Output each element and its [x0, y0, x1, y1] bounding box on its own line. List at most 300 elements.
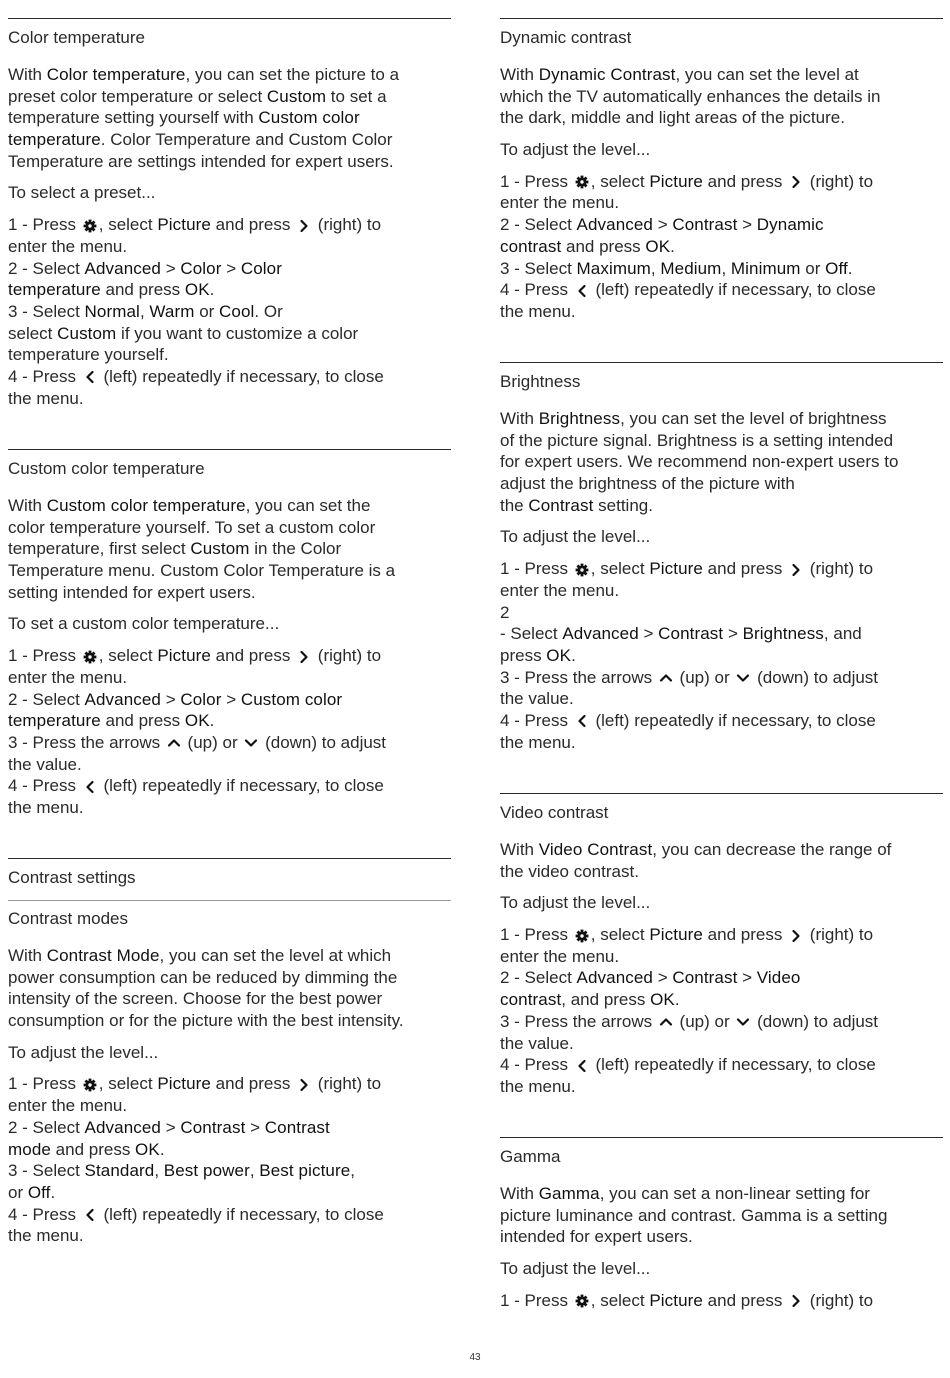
menu-term: Advanced: [84, 689, 161, 709]
text-run: 4 - Press: [8, 776, 81, 796]
menu-term: Advanced: [576, 215, 653, 235]
menu-term: Video: [756, 968, 801, 988]
text-run: >: [723, 624, 743, 644]
chevron-down-icon: [736, 671, 750, 685]
text-line: [8, 366, 451, 388]
menu-term: Off: [825, 258, 848, 278]
text-run: 3 - Press the arrows: [500, 667, 657, 687]
section-body: [500, 408, 943, 753]
text-run: setting intended for expert users.: [8, 582, 256, 602]
text-run: 2 - Select: [500, 215, 577, 235]
chevron-right-icon: [789, 929, 803, 943]
text-run: 4 - Press: [500, 280, 573, 300]
text-line: [500, 171, 943, 193]
menu-term: Contrast: [180, 1117, 246, 1137]
menu-term: Color: [180, 689, 222, 709]
menu-term: Color temperature: [46, 65, 186, 84]
text-line: [500, 839, 943, 861]
text-line: [500, 214, 943, 236]
chevron-right-icon: [789, 1294, 803, 1308]
gear-icon: [575, 929, 589, 943]
text-run: >: [221, 689, 241, 709]
text-line: [8, 582, 451, 604]
menu-term: Contrast: [672, 968, 738, 988]
section-body: [500, 839, 943, 1098]
text-run: (left) repeatedly if necessary, to close: [590, 1055, 876, 1075]
text-run: adjust the brightness of the picture with: [500, 474, 795, 494]
text-run: and press: [561, 236, 646, 256]
text-run: to set a: [326, 86, 387, 106]
text-run: (left) repeatedly if necessary, to close: [98, 776, 384, 796]
text-line: [500, 580, 943, 602]
text-run: .: [209, 280, 215, 300]
text-run: .: [159, 1139, 165, 1159]
text-run: or: [194, 301, 220, 321]
text-line: [500, 139, 943, 161]
text-line: [8, 182, 451, 204]
text-run: the video contrast.: [500, 861, 639, 881]
section-title: Dynamic contrast: [500, 28, 632, 47]
menu-term: Picture: [649, 171, 703, 191]
text-line: [500, 258, 943, 280]
menu-term: Minimum: [730, 258, 801, 278]
text-run: With: [8, 65, 47, 84]
text-line: [8, 1225, 451, 1247]
chevron-left-icon: [575, 1059, 589, 1073]
text-run: To adjust the level...: [500, 893, 651, 913]
text-line: [8, 754, 451, 776]
text-line: [8, 495, 451, 517]
menu-term: Contrast Mode: [46, 946, 160, 965]
text-line: [8, 1204, 451, 1226]
text-run: With: [500, 65, 539, 84]
text-run: >: [221, 258, 241, 278]
text-run: (right) to: [805, 559, 874, 579]
text-line: [8, 560, 451, 582]
text-run: enter the menu.: [8, 1096, 128, 1116]
text-run: and press: [50, 1139, 136, 1159]
text-line: [8, 1010, 451, 1032]
text-run: 4 - Press: [500, 1055, 573, 1075]
text-run: 4 - Press: [8, 1204, 81, 1224]
menu-term: Picture: [157, 646, 211, 666]
text-run: the menu.: [500, 301, 576, 321]
menu-term: Color: [180, 258, 222, 278]
text-run: To select a preset...: [8, 183, 156, 203]
text-run: (right) to: [805, 925, 874, 945]
menu-term: Custom color: [240, 689, 343, 709]
text-run: .: [847, 258, 853, 278]
text-line: [500, 710, 943, 732]
section-body: [500, 1183, 943, 1311]
text-line: [8, 1117, 451, 1139]
menu-term: OK: [184, 711, 210, 731]
text-run: , select: [98, 1074, 158, 1094]
text-line: [8, 945, 451, 967]
section-body: [8, 64, 451, 409]
text-run: enter the menu.: [8, 667, 128, 687]
text-line: [8, 689, 451, 711]
text-run: , select: [590, 171, 650, 191]
menu-term: Custom: [266, 86, 327, 106]
text-run: enter the menu.: [500, 580, 620, 600]
text-line: [500, 1290, 943, 1312]
page-number: 43: [469, 1352, 481, 1363]
gear-icon: [575, 563, 589, 577]
text-line: [8, 323, 451, 345]
text-line: [500, 946, 943, 968]
text-run: 2: [500, 602, 510, 622]
text-line: [500, 236, 943, 258]
text-line: [8, 258, 451, 280]
text-run: 3 - Select: [500, 258, 577, 278]
menu-term: OK: [135, 1139, 160, 1159]
text-line: [500, 1258, 943, 1280]
text-run: if you want to customize a color: [116, 323, 359, 343]
text-run: for expert users. We recommend non-expert users to: [500, 452, 899, 472]
chevron-left-icon: [575, 714, 589, 728]
text-run: enter the menu.: [500, 193, 620, 213]
text-run: (up) or: [674, 1011, 735, 1031]
text-line: [8, 1182, 451, 1204]
text-line: [8, 667, 451, 689]
menu-term: temperature: [8, 130, 101, 150]
text-run: (right) to: [805, 1290, 874, 1310]
text-run: (right) to: [313, 215, 382, 235]
text-line: [8, 517, 451, 539]
text-line: [500, 107, 943, 129]
menu-term: OK: [546, 645, 572, 665]
menu-term: mode: [8, 1139, 51, 1159]
text-run: 1 - Press: [8, 1074, 81, 1094]
section-body: [500, 64, 943, 323]
text-run: (right) to: [313, 646, 382, 666]
menu-term: Video Contrast: [538, 840, 653, 859]
menu-term: Custom: [57, 323, 117, 343]
text-run: , you can set the picture to a: [185, 65, 400, 84]
text-line: [500, 1226, 943, 1248]
text-line: [500, 623, 943, 645]
text-line: [8, 967, 451, 989]
text-run: .: [571, 645, 576, 665]
text-line: [8, 710, 451, 732]
text-run: With: [500, 1184, 539, 1203]
text-run: the: [500, 495, 529, 515]
menu-term: Custom color: [258, 108, 360, 128]
text-run: temperature yourself.: [8, 345, 169, 365]
text-run: of the picture signal. Brightness is a setting intended: [500, 430, 894, 450]
menu-term: OK: [650, 990, 675, 1010]
chevron-right-icon: [789, 563, 803, 577]
text-run: 1 - Press: [8, 215, 81, 235]
text-line: [8, 214, 451, 236]
text-run: (up) or: [182, 732, 243, 752]
paragraph-gap: [8, 172, 451, 182]
text-run: , you can set the: [245, 496, 371, 515]
text-run: , select: [590, 1290, 650, 1310]
text-line: [500, 892, 943, 914]
text-run: (down) to adjust: [260, 732, 387, 752]
text-run: 2 - Select: [8, 1117, 85, 1137]
text-run: and press: [702, 559, 788, 579]
paragraph-gap: [500, 882, 943, 892]
text-run: (down) to adjust: [752, 1011, 879, 1031]
text-line: [8, 1139, 451, 1161]
menu-term: Contrast: [672, 215, 738, 235]
text-line: [8, 129, 451, 151]
gear-icon: [575, 175, 589, 189]
text-run: and press: [100, 280, 185, 300]
text-run: preset color temperature or select: [8, 86, 267, 106]
text-line: [500, 1033, 943, 1055]
menu-term: Picture: [649, 559, 703, 579]
menu-term: Advanced: [84, 258, 161, 278]
text-run: the menu.: [8, 388, 84, 408]
text-run: .: [674, 990, 680, 1010]
menu-term: Gamma: [538, 1184, 600, 1203]
text-run: select: [8, 323, 58, 343]
text-run: >: [638, 624, 659, 644]
text-run: 1 - Press: [500, 171, 573, 191]
menu-term: Picture: [157, 215, 211, 235]
text-run: the value.: [500, 1033, 574, 1053]
text-run: and press: [702, 925, 788, 945]
text-run: .: [50, 1182, 56, 1202]
menu-term: Advanced: [576, 968, 653, 988]
text-line: [500, 64, 943, 86]
text-line: [8, 538, 451, 560]
section-title: Video contrast: [500, 803, 609, 822]
menu-term: Dynamic: [756, 215, 824, 235]
text-line: [500, 732, 943, 754]
text-run: To adjust the level...: [500, 1259, 651, 1279]
chevron-right-icon: [297, 1078, 311, 1092]
text-run: >: [652, 968, 673, 988]
menu-term: Dynamic Contrast: [538, 65, 676, 84]
text-run: , select: [98, 215, 158, 235]
menu-term: Cool: [219, 301, 255, 321]
text-run: 4 - Press: [8, 366, 81, 386]
text-line: [8, 151, 451, 173]
text-line: [500, 602, 943, 624]
text-run: the menu.: [8, 1226, 84, 1246]
text-run: .: [670, 236, 675, 256]
text-run: power consumption can be reduced by dimming the: [8, 967, 398, 987]
text-line: [8, 797, 451, 819]
text-run: With: [8, 496, 47, 515]
text-run: 2 - Select: [8, 689, 85, 709]
text-line: [8, 388, 451, 410]
menu-term: Best power: [163, 1161, 250, 1181]
text-line: [500, 495, 943, 517]
text-run: With: [8, 946, 47, 965]
section-title: Gamma: [500, 1147, 561, 1166]
text-line: [500, 86, 943, 108]
text-line: [500, 301, 943, 323]
text-run: enter the menu.: [500, 946, 620, 966]
text-run: 4 - Press: [500, 710, 573, 730]
section-body: [8, 495, 451, 819]
text-run: (right) to: [805, 171, 874, 191]
menu-term: Brightness: [742, 624, 824, 644]
text-line: [500, 526, 943, 548]
text-run: Temperature menu. Custom Color Temperature is a: [8, 561, 396, 581]
text-line: [8, 279, 451, 301]
text-run: enter the menu.: [8, 236, 128, 256]
menu-term: Standard: [84, 1161, 155, 1181]
menu-term: Picture: [649, 1290, 703, 1310]
paragraph-gap: [500, 1248, 943, 1258]
text-line: [8, 613, 451, 635]
text-run: >: [737, 968, 757, 988]
text-run: (left) repeatedly if necessary, to close: [98, 366, 384, 386]
text-run: ,: [350, 1161, 355, 1181]
text-run: or: [800, 258, 826, 278]
text-run: , and press: [561, 990, 651, 1010]
text-run: and press: [100, 711, 185, 731]
menu-term: Normal: [84, 301, 140, 321]
paragraph-gap: [8, 1032, 451, 1042]
text-line: [500, 1054, 943, 1076]
text-run: 1 - Press: [8, 646, 81, 666]
text-run: in the Color: [249, 539, 342, 559]
text-run: >: [652, 215, 673, 235]
text-run: >: [245, 1117, 265, 1137]
section-rule: [8, 449, 451, 450]
menu-term: Color: [240, 258, 282, 278]
text-run: or: [8, 1182, 28, 1202]
text-run: the dark, middle and light areas of the picture.: [500, 108, 845, 128]
text-line: [8, 64, 451, 86]
chevron-left-icon: [83, 780, 97, 794]
text-run: 1 - Press: [500, 559, 573, 579]
chevron-right-icon: [297, 650, 311, 664]
text-line: [8, 1073, 451, 1095]
section-rule: [500, 1137, 943, 1138]
text-run: . Color Temperature and Custom Color: [100, 130, 393, 150]
text-run: >: [160, 689, 181, 709]
text-run: press: [500, 645, 547, 665]
text-run: , you can set the level at: [675, 65, 859, 84]
chevron-left-icon: [575, 284, 589, 298]
text-run: the menu.: [500, 732, 576, 752]
text-run: ,: [650, 258, 661, 278]
chevron-right-icon: [789, 175, 803, 189]
subsection-title: Contrast modes: [8, 909, 128, 928]
text-run: (down) to adjust: [752, 667, 879, 687]
text-line: [8, 988, 451, 1010]
paragraph-gap: [500, 914, 943, 924]
text-run: temperature, first select: [8, 539, 191, 559]
text-run: To adjust the level...: [500, 527, 651, 547]
gear-icon: [83, 1078, 97, 1092]
text-run: , select: [590, 559, 650, 579]
chevron-up-icon: [167, 736, 181, 750]
text-run: the value.: [500, 689, 574, 709]
text-line: [8, 775, 451, 797]
text-run: the menu.: [500, 1076, 576, 1096]
text-line: [500, 430, 943, 452]
gear-icon: [575, 1294, 589, 1308]
subsection-rule: [8, 900, 451, 901]
section-rule: [500, 18, 943, 19]
text-run: 3 - Select: [8, 1161, 85, 1181]
menu-term: Advanced: [84, 1117, 161, 1137]
text-run: , select: [590, 925, 650, 945]
text-line: [500, 192, 943, 214]
menu-term: Contrast: [264, 1117, 330, 1137]
text-run: temperature setting yourself with: [8, 108, 259, 128]
menu-term: temperature: [8, 711, 101, 731]
text-run: , and: [823, 624, 862, 644]
text-line: [500, 924, 943, 946]
text-line: [500, 688, 943, 710]
paragraph-gap: [500, 129, 943, 139]
text-run: >: [737, 215, 757, 235]
menu-term: OK: [645, 236, 671, 256]
menu-term: Advanced: [562, 624, 639, 644]
text-run: With: [500, 409, 539, 428]
chevron-up-icon: [659, 1015, 673, 1029]
text-line: [8, 1042, 451, 1064]
chevron-right-icon: [297, 219, 311, 233]
menu-term: Brightness: [538, 409, 621, 428]
menu-term: Warm: [149, 301, 195, 321]
menu-term: contrast: [500, 990, 562, 1010]
text-run: 1 - Press: [500, 925, 573, 945]
text-run: ,: [721, 258, 731, 278]
text-run: (left) repeatedly if necessary, to close: [590, 280, 876, 300]
text-line: [8, 1160, 451, 1182]
text-run: (up) or: [674, 667, 735, 687]
section-rule: [8, 18, 451, 19]
text-run: >: [160, 1117, 181, 1137]
text-run: and press: [210, 646, 296, 666]
text-run: 3 - Press the arrows: [8, 732, 165, 752]
text-line: [500, 451, 943, 473]
text-line: [500, 279, 943, 301]
text-line: [500, 1011, 943, 1033]
paragraph-gap: [500, 1280, 943, 1290]
menu-term: temperature: [8, 280, 101, 300]
text-run: To adjust the level...: [500, 140, 651, 160]
menu-term: Contrast: [658, 624, 724, 644]
text-run: 3 - Select: [8, 301, 85, 321]
text-line: [500, 558, 943, 580]
text-run: >: [160, 258, 181, 278]
menu-term: Picture: [649, 925, 703, 945]
section-title: Contrast settings: [8, 868, 136, 887]
text-run: and press: [210, 1074, 296, 1094]
text-line: [8, 86, 451, 108]
menu-term: Maximum: [576, 258, 651, 278]
section-title: Custom color temperature: [8, 459, 205, 478]
text-line: [500, 1205, 943, 1227]
text-run: and press: [702, 1290, 788, 1310]
text-line: [500, 645, 943, 667]
menu-term: Picture: [157, 1074, 211, 1094]
text-run: , select: [98, 646, 158, 666]
text-run: setting.: [593, 495, 653, 515]
paragraph-gap: [8, 204, 451, 214]
text-run: 1 - Press: [500, 1290, 573, 1310]
text-line: [8, 301, 451, 323]
gear-icon: [83, 650, 97, 664]
menu-term: Custom: [190, 539, 250, 559]
text-line: [8, 645, 451, 667]
text-run: the menu.: [8, 797, 84, 817]
section-body: [8, 945, 451, 1247]
